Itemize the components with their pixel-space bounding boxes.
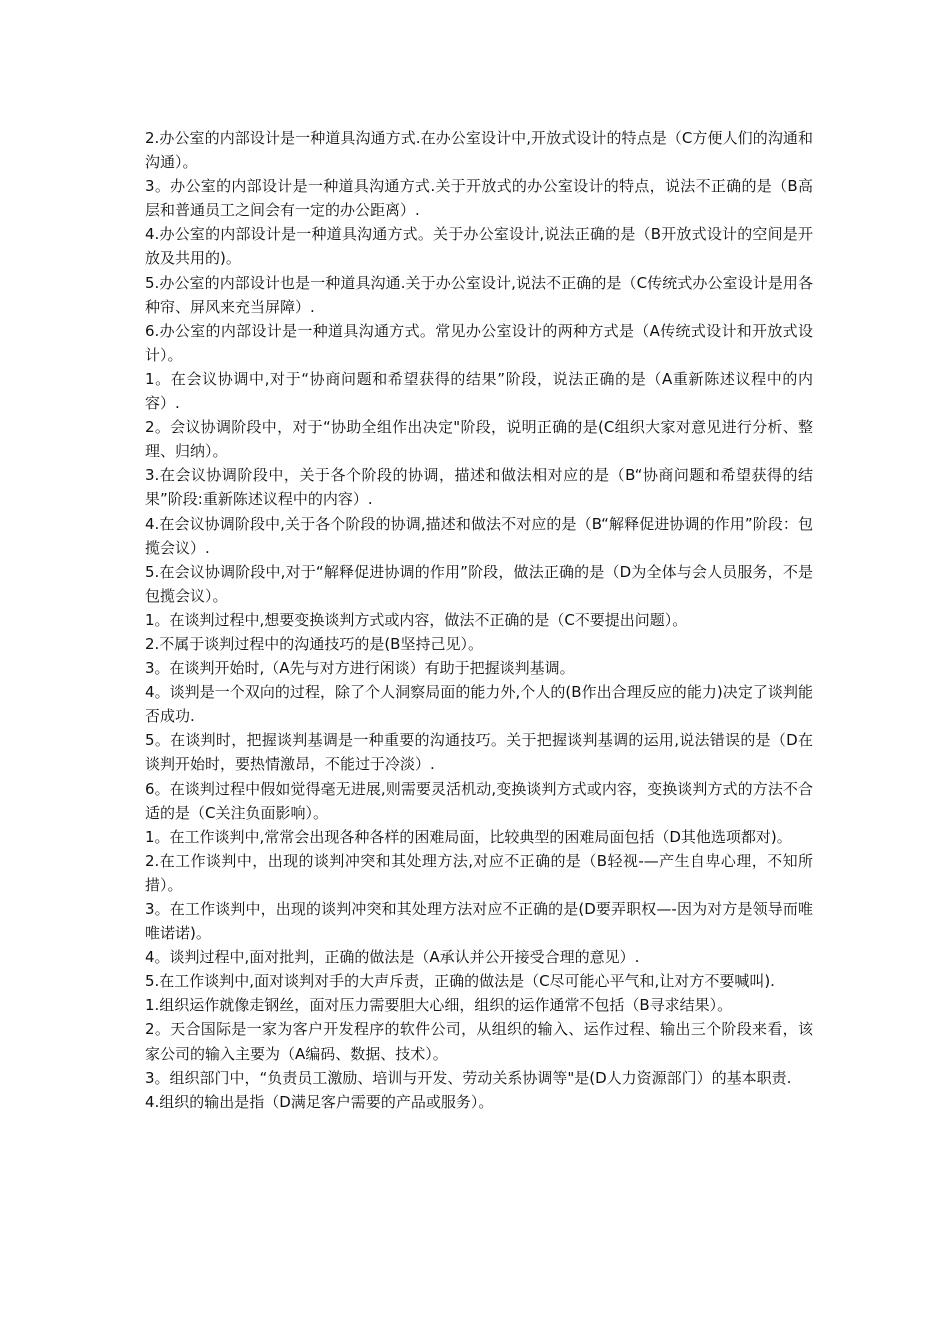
question-paragraph: 2.不属于谈判过程中的沟通技巧的是(B坚持己见）。 (145, 634, 483, 653)
question-paragraph: 3。在工作谈判中，出现的谈判冲突和其处理方法对应不正确的是(D要弄职权—-因为对方是领导而唯唯诺诺)。 (145, 900, 813, 943)
question-paragraph: 2.办公室的内部设计是一种道具沟通方式.在办公室设计中,开放式设计的特点是（C方便人们的沟通和沟通）。 (145, 129, 813, 172)
question-paragraph: 6.办公室的内部设计是一种道具沟通方式。常见办公室设计的两种方式是（A传统式设计和开放式设计）。 (145, 321, 813, 364)
question-paragraph: 4。谈判是一个双向的过程，除了个人洞察局面的能力外,个人的(B作出合理反应的能力)决定了谈判能否成功. (145, 683, 813, 726)
question-paragraph: 5.在会议协调阶段中,对于“解释促进协调的作用”阶段，做法正确的是（D为全体与会人员服务，不是包揽会议）。 (145, 562, 813, 605)
document-body (145, 126, 813, 1114)
question-paragraph: 3。组织部门中，“负责员工激励、培训与开发、劳动关系协调等"是(D人力资源部门）的基本职责. (145, 1068, 792, 1087)
question-paragraph: 1。在工作谈判中,常常会出现各种各样的困难局面，比较典型的困难局面包括（D其他选项都对)。 (145, 827, 792, 846)
question-paragraph: 5。在谈判时，把握谈判基调是一种重要的沟通技巧。关于把握谈判基调的运用,说法错误的是（D在谈判开始时，要热情激昂，不能过于冷淡）. (145, 731, 813, 774)
question-paragraph: 3。办公室的内部设计是一种道具沟通方式.关于开放式的办公室设计的特点，说法不正确的是（B高层和普通员工之间会有一定的办公距离）. (145, 177, 813, 220)
question-paragraph: 4.办公室的内部设计是一种道具沟通方式。关于办公室设计,说法正确的是（B开放式设计的空间是开放及共用的)。 (145, 225, 813, 268)
question-paragraph: 6。在谈判过程中假如觉得毫无进展,则需要灵活机动,变换谈判方式或内容，变换谈判方式的方法不合适的是（C关注负面影响）。 (145, 779, 813, 822)
question-paragraph: 2。会议协调阶段中，对于“协助全组作出决定"阶段，说明正确的是(C组织大家对意见进行分析、整理、归纳）。 (145, 418, 813, 461)
question-paragraph: 3。在谈判开始时,（A先与对方进行闲谈）有助于把握谈判基调。 (145, 659, 575, 678)
question-paragraph: 2.在工作谈判中，出现的谈判冲突和其处理方法,对应不正确的是（B轻视-—产生自卑心理，不知所措）。 (145, 851, 813, 894)
question-paragraph: 4。谈判过程中,面对批判，正确的做法是（A承认并公开接受合理的意见）. (145, 948, 640, 967)
question-paragraph: 4.组织的输出是指（D满足客户需要的产品或服务）。 (145, 1092, 494, 1111)
question-paragraph: 5.在工作谈判中,面对谈判对手的大声斥责，正确的做法是（C尽可能心平气和,让对方不要喊叫). (145, 972, 775, 991)
question-paragraph: 1。在谈判过程中,想要变换谈判方式或内容，做法不正确的是（C不要提出问题）。 (145, 610, 688, 629)
question-paragraph: 1.组织运作就像走钢丝，面对压力需要胆大心细，组织的运作通常不包括（B寻求结果）。 (145, 996, 733, 1015)
question-paragraph: 4.在会议协调阶段中,关于各个阶段的协调,描述和做法不对应的是（B“解释促进协调的作用”阶段：包揽会议）. (145, 514, 813, 557)
question-paragraph: 1。在会议协调中,对于“协商问题和希望获得的结果”阶段，说法正确的是（A重新陈述议程中的内容）. (145, 369, 813, 413)
question-paragraph: 3.在会议协调阶段中，关于各个阶段的协调，描述和做法相对应的是（B“协商问题和希望获得的结果”阶段:重新陈述议程中的内容）. (145, 466, 813, 509)
question-paragraph: 2。天合国际是一家为客户开发程序的软件公司，从组织的输入、运作过程、输出三个阶段来看，该家公司的输入主要为（A编码、数据、技术）。 (145, 1020, 813, 1063)
question-paragraph: 5.办公室的内部设计也是一种道具沟通.关于办公室设计,说法不正确的是（C传统式办公室设计是用各种帘、屏风来充当屏障）. (145, 273, 813, 316)
